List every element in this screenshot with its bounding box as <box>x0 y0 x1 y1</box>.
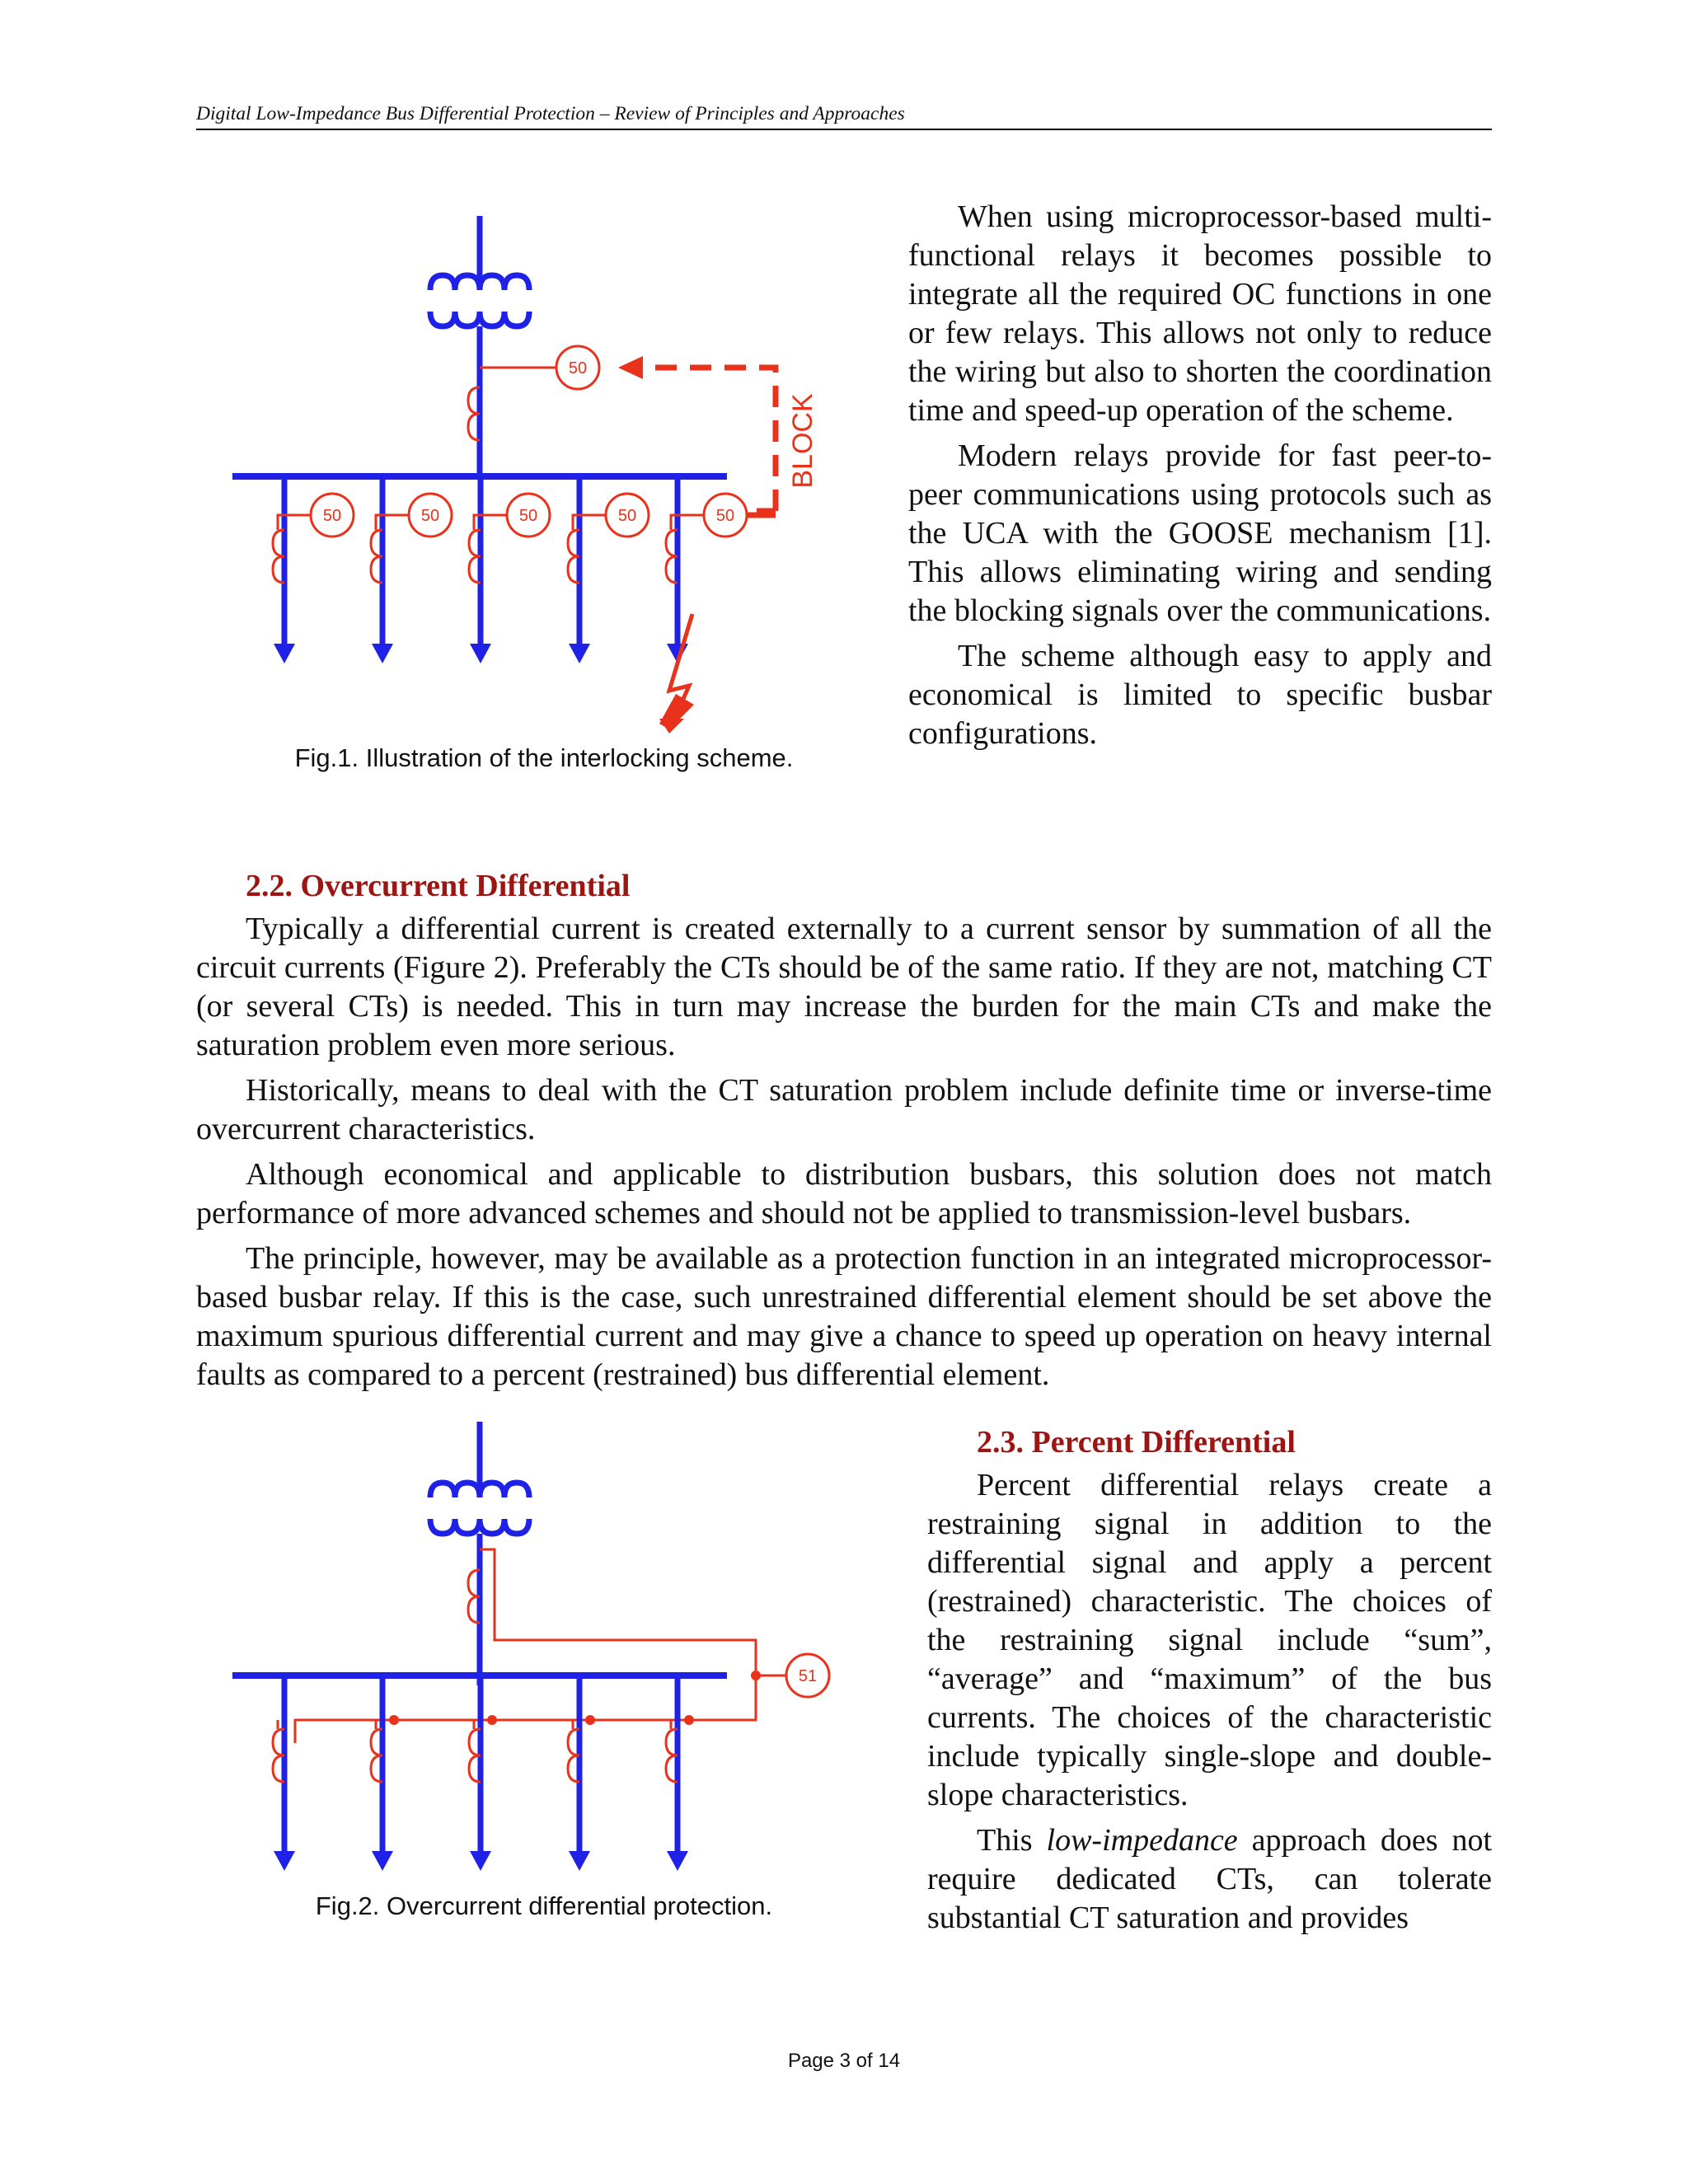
feeder-2 <box>371 476 452 663</box>
feeder-4 <box>568 476 649 663</box>
relay-label: 50 <box>715 507 735 525</box>
differential-relay-51 <box>786 1654 829 1697</box>
section-2-3-body <box>927 1466 1492 1938</box>
paragraph: When using microprocessor-based multi-functional relays it becomes possible to integrate all the required OC functions in one or few relays. This allows not only to reduce the wiring but also to shorten the coordination time and speed-up operation of the scheme. <box>908 199 1492 428</box>
relay-label: 50 <box>518 507 538 525</box>
transformer-symbol <box>430 1422 529 1685</box>
text-run: This <box>977 1823 1047 1858</box>
feeder-3 <box>469 476 550 663</box>
paragraph: Historically, means to deal with the CT saturation problem include definite time or inverse-time overcurrent characteristics. <box>196 1073 1492 1146</box>
relay-label: 50 <box>617 507 637 525</box>
figure-1-interlocking-diagram <box>223 206 865 750</box>
arrow-down-icon <box>372 644 393 663</box>
feeder-group <box>273 476 776 663</box>
figure-2-overcurrent-differential-diagram <box>223 1413 865 1891</box>
feeder-relay-50 <box>704 494 747 537</box>
paragraph: Modern relays provide for fast peer-to-peer communications using protocols such as the UCA with the GOOSE mechanism [1]. This allows eliminating wiring and sending the blocking signals over the communications. <box>908 438 1492 628</box>
paragraph: Typically a differential current is created externally to a current sensor by summation of all the circuit currents (Figure 2). Preferably the CTs should be of the same ratio. If they are not, matching CT (or several CTs) is needed. This in turn may increase the burden for the main CTs and make the saturation problem even more serious. <box>196 912 1492 1062</box>
feeder-relay-50 <box>409 494 452 537</box>
figure-2-caption: Fig.2. Overcurrent differential protection. <box>315 1891 773 1920</box>
paragraph: Percent differential relays create a restraining signal in addition to the differential signal and apply a percent (restrained) characteristic. The choices of the restraining signal include “sum”, “average” and “maximum” of the bus currents. The choices of the characteristic include typically single-slope and double-slope characteristics. <box>927 1468 1492 1812</box>
page-number: Page 3 of 14 <box>787 2050 901 2072</box>
arrow-down-icon <box>569 644 590 663</box>
feeder-5 <box>666 1675 688 1871</box>
running-header: Digital Low-Impedance Bus Differential Protection – Review of Principles and Approaches <box>196 102 1492 130</box>
feeder-1 <box>273 1675 295 1871</box>
section-heading-2-3: 2.3. Percent Differential <box>977 1425 1296 1460</box>
paragraph <box>927 1821 1492 1938</box>
paragraph: Although economical and applicable to distribution busbars, this solution does not match performance of more advanced schemes and should not be applied to transmission-level busbars. <box>196 1157 1492 1230</box>
svg-text:51: 51 <box>798 1667 818 1685</box>
relay-label: 50 <box>322 507 342 525</box>
incomer-relay-50 <box>556 346 599 389</box>
arrow-down-icon <box>470 1851 491 1871</box>
feeder-1 <box>273 476 354 663</box>
feeder-relay-50 <box>507 494 550 537</box>
text-run: approach does not require dedicated CTs, can tolerate substantial CT saturation and provides <box>927 1823 1492 1935</box>
arrow-down-icon <box>372 1851 393 1871</box>
feeder-2 <box>371 1675 393 1871</box>
transformer-symbol <box>430 216 529 476</box>
feeder-3 <box>469 1675 491 1871</box>
svg-text:50: 50 <box>568 359 588 377</box>
arrow-down-icon <box>274 1851 295 1871</box>
feeder-4 <box>568 1675 590 1871</box>
emphasis: low-impedance <box>1046 1823 1238 1858</box>
top-right-text-column <box>908 198 1492 753</box>
arrow-down-icon <box>569 1851 590 1871</box>
section-heading-2-2: 2.2. Overcurrent Differential <box>246 869 631 903</box>
relay-label: 50 <box>420 507 440 525</box>
feeder-relay-50 <box>606 494 649 537</box>
section-2-2-body <box>196 910 1492 1394</box>
block-label: BLOCK <box>787 393 818 489</box>
arrow-down-icon <box>470 644 491 663</box>
summation-wiring <box>295 1549 787 1743</box>
feeder-5 <box>666 476 747 663</box>
arrow-down-icon <box>667 1851 688 1871</box>
arrow-down-icon <box>274 644 295 663</box>
paragraph: The principle, however, may be available as a protection function in an integrated microprocessor-based busbar relay. If this is the case, such unrestrained differential element should be set above the maximum spurious differential current and may give a chance to speed up operation on heavy internal faults as compared to a percent (restrained) bus differential element. <box>196 1241 1492 1392</box>
feeder-group <box>273 1675 688 1871</box>
block-arrow-icon <box>618 356 643 379</box>
figure-1-caption: Fig.1. Illustration of the interlocking scheme. <box>294 743 794 772</box>
feeder-relay-50 <box>311 494 354 537</box>
block-signal-path <box>618 356 776 511</box>
paragraph: The scheme although easy to apply and economical is limited to specific busbar configurations. <box>908 639 1492 751</box>
